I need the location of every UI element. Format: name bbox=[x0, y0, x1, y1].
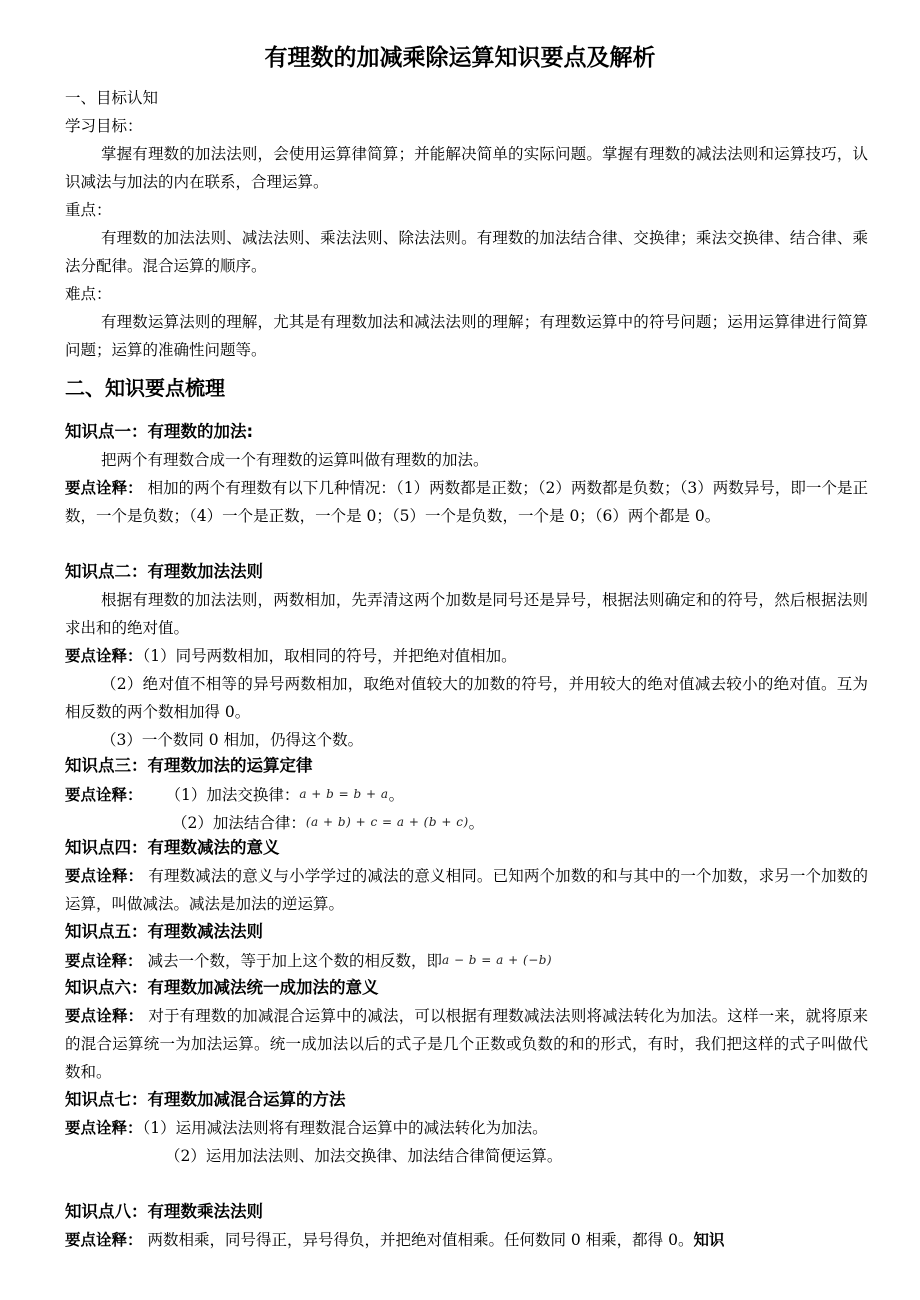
k8-title: 知识点八：有理数乘法法则 bbox=[65, 1202, 263, 1221]
k3-note2-text: （2）加法结合律： bbox=[172, 814, 306, 832]
k4-note bbox=[65, 862, 868, 918]
k5-label: 要点诠释： bbox=[65, 952, 143, 970]
page-title: 有理数的加减乘除运算知识要点及解析 bbox=[264, 45, 656, 71]
k3-end1: 。 bbox=[388, 786, 405, 804]
k7-note1 bbox=[65, 1114, 868, 1142]
subtraction-formula: a − b = a + (−b) bbox=[441, 953, 553, 967]
k3-note1 bbox=[65, 780, 868, 809]
key-label: 重点： bbox=[65, 201, 112, 219]
k3-title: 知识点三：有理数加法的运算定律 bbox=[65, 756, 313, 775]
k1-title: 知识点一：有理数的加法: bbox=[65, 422, 254, 441]
k6-title: 知识点六：有理数加减法统一成加法的意义 bbox=[65, 978, 379, 997]
k5-title: 知识点五：有理数减法法则 bbox=[65, 922, 263, 941]
k1-note-text: 相加的两个有理数有以下几种情况：（1）两数都是正数；（2）两数都是负数；（3）两数异号，即一个是正数，一个是负数；（4）一个是正数，一个是 0；（5）一个是负数，一个是 0；（6）两个都是 0。 bbox=[65, 479, 868, 525]
k3-end2: 。 bbox=[468, 814, 485, 832]
k7-title: 知识点七：有理数加减混合运算的方法 bbox=[65, 1090, 346, 1109]
k2-note2: （2）绝对值不相等的异号两数相加，取绝对值较大的加数的符号，并用较大的绝对值减去较小的绝对值。互为相反数的两个数相加得 0。 bbox=[65, 675, 868, 721]
k4-title: 知识点四：有理数减法的意义 bbox=[65, 838, 280, 857]
k1-note bbox=[65, 474, 868, 530]
difficulty-label: 难点： bbox=[65, 285, 112, 303]
difficulty-text: 有理数运算法则的理解，尤其是有理数加法和减法法则的理解；有理数运算中的符号问题；运用运算律进行简算问题；运算的准确性问题等。 bbox=[65, 313, 868, 359]
goal-label: 学习目标： bbox=[65, 117, 143, 135]
k8-note bbox=[65, 1226, 868, 1254]
k2-label: 要点诠释： bbox=[65, 647, 143, 665]
k3-note1-text: （1）加法交换律： bbox=[165, 786, 300, 804]
k2-text: 根据有理数的加法法则，两数相加，先弄清这两个加数是同号还是异号，根据法则确定和的符号，然后根据法则求出和的绝对值。 bbox=[65, 591, 868, 637]
k4-note-text: 有理数减法的意义与小学学过的减法的意义相同。已知两个加数的和与其中的一个加数，求另一个加数的运算，叫做减法。减法是加法的逆运算。 bbox=[65, 867, 868, 913]
k6-label: 要点诠释： bbox=[65, 1007, 144, 1025]
section2-heading: 二、知识要点梳理 bbox=[65, 376, 225, 400]
goal-text: 掌握有理数的加法法则，会使用运算律简算；并能解决简单的实际问题。掌握有理数的减法法则和运算技巧，认识减法与加法的内在联系，合理运算。 bbox=[65, 145, 868, 191]
k3-label: 要点诠释： bbox=[65, 786, 143, 804]
k3-note2 bbox=[172, 808, 868, 837]
k8-tail: 知识 bbox=[693, 1231, 725, 1249]
k7-note1-text: （1）运用减法法则将有理数混合运算中的减法转化为加法。 bbox=[142, 1119, 548, 1137]
k2-note1-text: （1）同号两数相加，取相同的符号，并把绝对值相加。 bbox=[142, 647, 517, 665]
k4-label: 要点诠释： bbox=[65, 867, 144, 885]
section1-heading: 一、目标认知 bbox=[65, 89, 159, 107]
commutative-formula: a + b = b + a bbox=[299, 787, 389, 801]
k7-note2: （2）运用加法法则、加法交换律、加法结合律简便运算。 bbox=[165, 1147, 563, 1165]
associative-formula: (a + b) + c = a + (b + c) bbox=[305, 815, 469, 829]
k2-title: 知识点二：有理数加法法则 bbox=[65, 562, 263, 581]
k7-label: 要点诠释： bbox=[65, 1119, 143, 1137]
k2-note3: （3）一个数同 0 相加，仍得这个数。 bbox=[101, 731, 364, 749]
k1-label: 要点诠释： bbox=[65, 479, 143, 497]
k6-note bbox=[65, 1002, 868, 1086]
k5-note-text: 减去一个数，等于加上这个数的相反数，即 bbox=[147, 952, 442, 970]
k6-note-text: 对于有理数的加减混合运算中的减法，可以根据有理数减法法则将减法转化为加法。这样一来，就将原来的混合运算统一为加法运算。统一成加法以后的式子是几个正数或负数的和的形式，有时，我们把这样的式子叫做代数和。 bbox=[65, 1007, 868, 1081]
k1-text: 把两个有理数合成一个有理数的运算叫做有理数的加法。 bbox=[101, 451, 489, 469]
k8-note-text: 两数相乘，同号得正，异号得负，并把绝对值相乘。任何数同 0 相乘，都得 0。 bbox=[147, 1231, 694, 1249]
k5-note bbox=[65, 946, 868, 975]
k8-label: 要点诠释： bbox=[65, 1231, 143, 1249]
k2-note1 bbox=[65, 642, 868, 670]
key-text: 有理数的加法法则、减法法则、乘法法则、除法法则。有理数的加法结合律、交换律；乘法交换律、结合律、乘法分配律。混合运算的顺序。 bbox=[65, 229, 868, 275]
